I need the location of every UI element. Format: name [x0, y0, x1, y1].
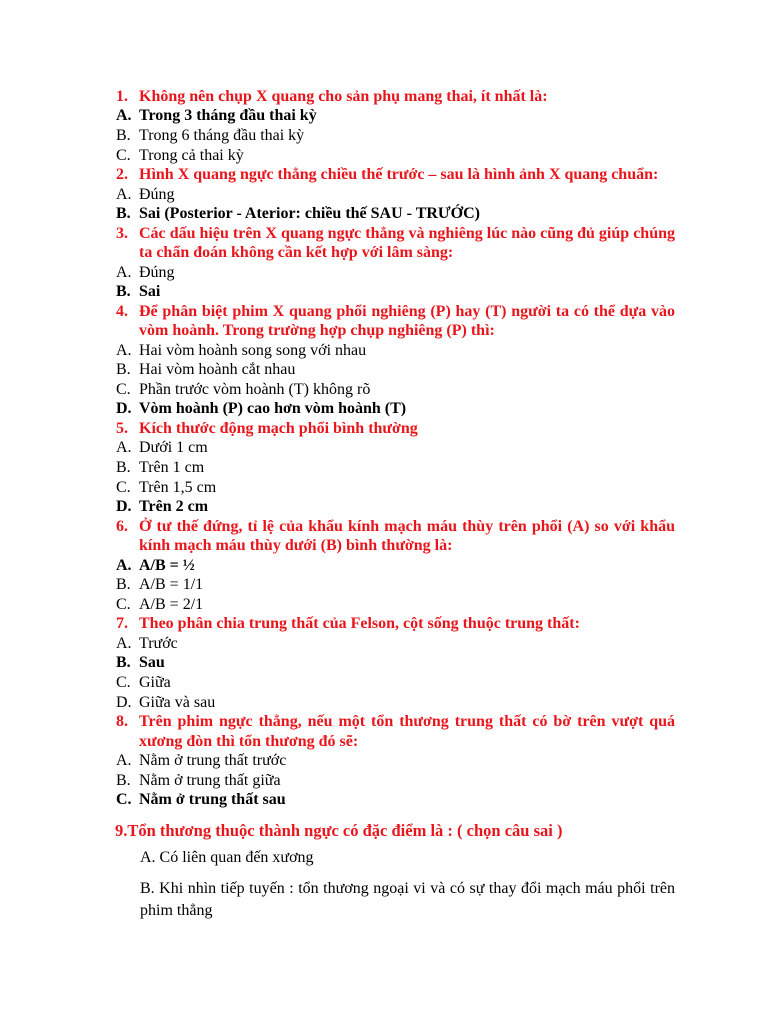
question-number: 7.: [116, 615, 128, 633]
option-letter: A.: [116, 634, 132, 652]
question-text: Trên phim ngực thẳng, nếu một tổn thương trung thất có bờ trên vượt quá xương đòn thì tổn thương đó sẽ:: [139, 713, 675, 750]
answer-option: A. Có liên quan đến xương: [140, 848, 314, 866]
answer-option: [116, 146, 675, 166]
option-letter: B.: [116, 654, 131, 672]
question-text: Hình X quang ngực thẳng chiều thế trước – sau là hình ảnh X quang chuẩn:: [139, 166, 659, 184]
answer-option: [116, 341, 675, 361]
answer-option: [116, 263, 675, 283]
answer-option-correct: [116, 106, 675, 126]
option-letter: B.: [116, 458, 131, 476]
question-4: [116, 302, 675, 341]
option-letter: A.: [116, 185, 132, 203]
question-9: 9.Tổn thương thuộc thành ngực có đặc điểm là : ( chọn câu sai ): [115, 820, 563, 840]
option-letter: B.: [116, 283, 131, 301]
question-text: Ở tư thế đứng, tỉ lệ của khẩu kính mạch máu thùy trên phổi (A) so với khẩu kính mạch máu thùy dưới (B) bình thường là:: [139, 517, 675, 555]
option-text: Nằm ở trung thất trước: [139, 751, 287, 769]
answer-option: [116, 380, 675, 400]
option-text: Sai (Posterior - Aterior: chiều thế SAU - TRƯỚC): [139, 205, 480, 223]
question-8: [116, 712, 675, 751]
question-text: Kích thước động mạch phổi bình thường: [139, 419, 418, 437]
answer-option-correct: [116, 282, 675, 302]
option-letter: A.: [116, 341, 132, 359]
option-text: Trước: [139, 634, 178, 652]
option-letter: A.: [116, 556, 132, 574]
option-letter: B.: [116, 771, 131, 789]
question-number: 4.: [116, 302, 128, 320]
option-letter: B.: [116, 361, 131, 379]
answer-option: [116, 751, 675, 771]
answer-option-correct: [116, 653, 675, 673]
question-1: [116, 87, 675, 106]
question-text: Không nên chụp X quang cho sản phụ mang thai, ít nhất là:: [139, 88, 548, 105]
answer-option-correct: [116, 497, 675, 517]
answer-option: [116, 673, 675, 693]
question-number: 3.: [116, 224, 128, 242]
option-text: Vòm hoành (P) cao hơn vòm hoành (T): [139, 400, 407, 418]
option-text: Nằm ở trung thất giữa: [139, 771, 281, 789]
option-text: Đúng: [139, 263, 175, 281]
answer-option: [116, 595, 675, 615]
option-text: Giữa và sau: [139, 693, 216, 711]
option-text: Dưới 1 cm: [139, 439, 208, 457]
option-text: Nằm ở trung thất sau: [139, 791, 286, 809]
answer-option: [116, 693, 675, 713]
question-7: [116, 614, 675, 633]
option-text: Trên 1,5 cm: [139, 478, 217, 496]
question-6: [116, 517, 675, 556]
answer-option: [116, 185, 675, 205]
option-text: Sai: [139, 283, 161, 301]
option-text: Sau: [139, 654, 165, 672]
question-text: Để phân biệt phim X quang phổi nghiêng (P) hay (T) người ta có thể dựa vào vòm hoành. Trong trường hợp chụp nghiêng (P) thì:: [139, 302, 675, 340]
option-text: Trong 6 tháng đầu thai kỳ: [139, 127, 305, 144]
option-text: A/B = 2/1: [139, 595, 204, 613]
option-letter: A.: [116, 263, 132, 281]
option-text: Hai vòm hoành cắt nhau: [139, 361, 296, 379]
option-text: Hai vòm hoành song song với nhau: [139, 341, 367, 359]
option-text: Giữa: [139, 673, 171, 691]
option-letter: D.: [116, 498, 132, 516]
question-number: 6.: [116, 517, 128, 535]
question-number: 8.: [116, 713, 128, 731]
answer-option: [116, 478, 675, 498]
question-number: 1.: [116, 88, 128, 105]
option-letter: C.: [116, 791, 132, 809]
option-letter: C.: [116, 478, 131, 496]
option-letter: A.: [116, 751, 132, 769]
option-letter: C.: [116, 380, 131, 398]
answer-option: [116, 575, 675, 595]
question-5: [116, 419, 675, 438]
option-letter: B.: [116, 205, 131, 223]
question-text: Theo phân chia trung thất của Felson, cột sống thuộc trung thất:: [139, 615, 580, 633]
answer-option: B. Khi nhìn tiếp tuyến : tổn thương ngoại vi và có sự thay đổi mạch máu phổi trên phim thẳng: [140, 879, 675, 919]
quiz-content: [116, 87, 675, 922]
question-3: [116, 224, 675, 263]
option-letter: B.: [116, 576, 131, 594]
option-text: Phần trước vòm hoành (T) không rõ: [139, 380, 371, 398]
answer-option: [116, 458, 675, 478]
question-2: [116, 165, 675, 184]
option-letter: C.: [116, 146, 131, 164]
option-text: A/B = 1/1: [139, 576, 204, 594]
answer-option-correct: [116, 790, 675, 810]
option-letter: A.: [116, 439, 132, 457]
option-text: Đúng: [139, 185, 175, 203]
option-letter: B.: [116, 127, 131, 144]
option-text: Trong 3 tháng đầu thai kỳ: [139, 107, 317, 125]
answer-option: [116, 634, 675, 654]
answer-option: [116, 438, 675, 458]
question-text: Các dấu hiệu trên X quang ngực thẳng và nghiêng lúc nào cũng đủ giúp chúng ta chẩn đoán không cần kết hợp với lâm sàng:: [139, 224, 675, 262]
option-letter: D.: [116, 400, 132, 418]
answer-option-correct: [116, 399, 675, 419]
option-text: A/B = ½: [139, 556, 195, 574]
option-letter: A.: [116, 107, 132, 125]
option-text: Trong cả thai kỳ: [139, 146, 244, 164]
option-text: Trên 2 cm: [139, 498, 209, 516]
answer-option-correct: [116, 204, 675, 224]
option-letter: D.: [116, 693, 132, 711]
answer-option: [116, 126, 675, 146]
question-number: 2.: [116, 166, 128, 184]
answer-option: [116, 360, 675, 380]
answer-option: [116, 771, 675, 791]
answer-option-correct: [116, 556, 675, 576]
question-number: 5.: [116, 419, 128, 437]
option-text: Trên 1 cm: [139, 458, 205, 476]
option-letter: C.: [116, 673, 131, 691]
option-letter: C.: [116, 595, 131, 613]
